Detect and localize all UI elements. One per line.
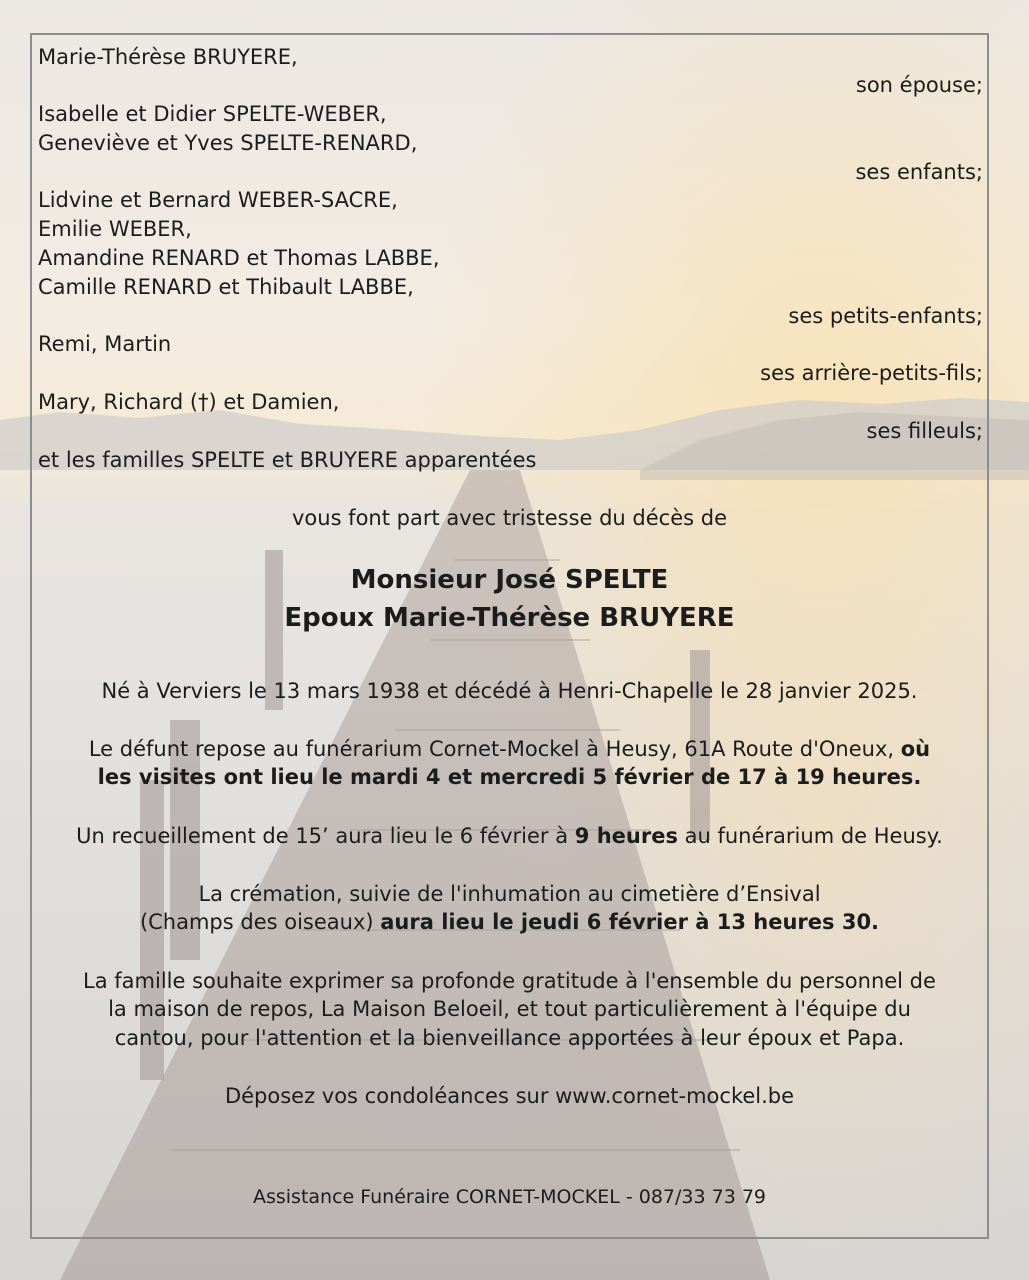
recueillement-after: au funérarium de Heusy. <box>677 824 943 848</box>
grandchildren-relation: ses petits-enfants; <box>788 304 983 328</box>
funeral-home-footer: Assistance Funéraire CORNET-MOCKEL - 087/33 73 79 <box>252 1186 767 1208</box>
grandchild-name: Emilie WEBER, <box>38 217 192 241</box>
child-name: Geneviève et Yves SPELTE-RENARD, <box>38 131 418 155</box>
birth-death-text: Né à Verviers le 13 mars 1938 et décédé à Henri-Chapelle le 28 janvier 2025. <box>101 679 918 703</box>
visits-line-2: les visites ont lieu le mardi 4 et mercredi 5 février de 17 à 19 heures. <box>97 765 922 789</box>
cremation-line-2 <box>30 910 989 934</box>
grandchild-name: Camille RENARD et Thibault LABBE, <box>38 275 414 299</box>
announcement-text: vous font part avec tristesse du décès de <box>291 506 727 530</box>
condolences-text: Déposez vos condoléances sur www.cornet-mockel.be <box>224 1084 795 1108</box>
visits-bold-where: où <box>900 737 931 761</box>
spouse-relation: son épouse; <box>855 73 983 97</box>
deceased-spouse-line: Epoux Marie-Thérèse BRUYERE <box>284 603 735 633</box>
godchildren-relation: ses filleuls; <box>866 419 983 443</box>
cremation-date: aura lieu le jeudi 6 février à 13 heures 30. <box>380 910 880 934</box>
visits-text: Le défunt repose au funérarium Cornet-Mockel à Heusy, 61A Route d'Oneux, <box>88 737 901 761</box>
godchild-names: Mary, Richard (†) et Damien, <box>38 390 340 414</box>
recueillement-time: 9 heures <box>574 824 678 848</box>
cremation-place: (Champs des oiseaux) <box>139 910 381 934</box>
great-grandchild-names: Remi, Martin <box>38 332 172 356</box>
recueillement-before: Un recueillement de 15’ aura lieu le 6 février à <box>76 824 575 848</box>
great-grandchildren-relation: ses arrière-petits-fils; <box>760 361 983 385</box>
children-relation: ses enfants; <box>855 160 983 184</box>
grandchild-name: Lidvine et Bernard WEBER-SACRE, <box>38 188 398 212</box>
visits-line-1 <box>30 737 989 761</box>
related-families: et les familles SPELTE et BRUYERE apparentées <box>38 448 537 472</box>
deceased-name: Monsieur José SPELTE <box>350 565 669 595</box>
gratitude-line: cantou, pour l'attention et la bienveillance apportées à leur époux et Papa. <box>114 1026 905 1050</box>
child-name: Isabelle et Didier SPELTE-WEBER, <box>38 102 387 126</box>
gratitude-line: La famille souhaite exprimer sa profonde gratitude à l'ensemble du personnel de <box>83 969 936 993</box>
cremation-line-1: La crémation, suivie de l'inhumation au cimetière d’Ensival <box>198 882 821 906</box>
recueillement-line <box>30 824 989 848</box>
spouse-name: Marie-Thérèse BRUYERE, <box>38 45 298 69</box>
gratitude-line: la maison de repos, La Maison Beloeil, et tout particulièrement à l'équipe du <box>108 997 911 1021</box>
grandchild-name: Amandine RENARD et Thomas LABBE, <box>38 246 440 270</box>
